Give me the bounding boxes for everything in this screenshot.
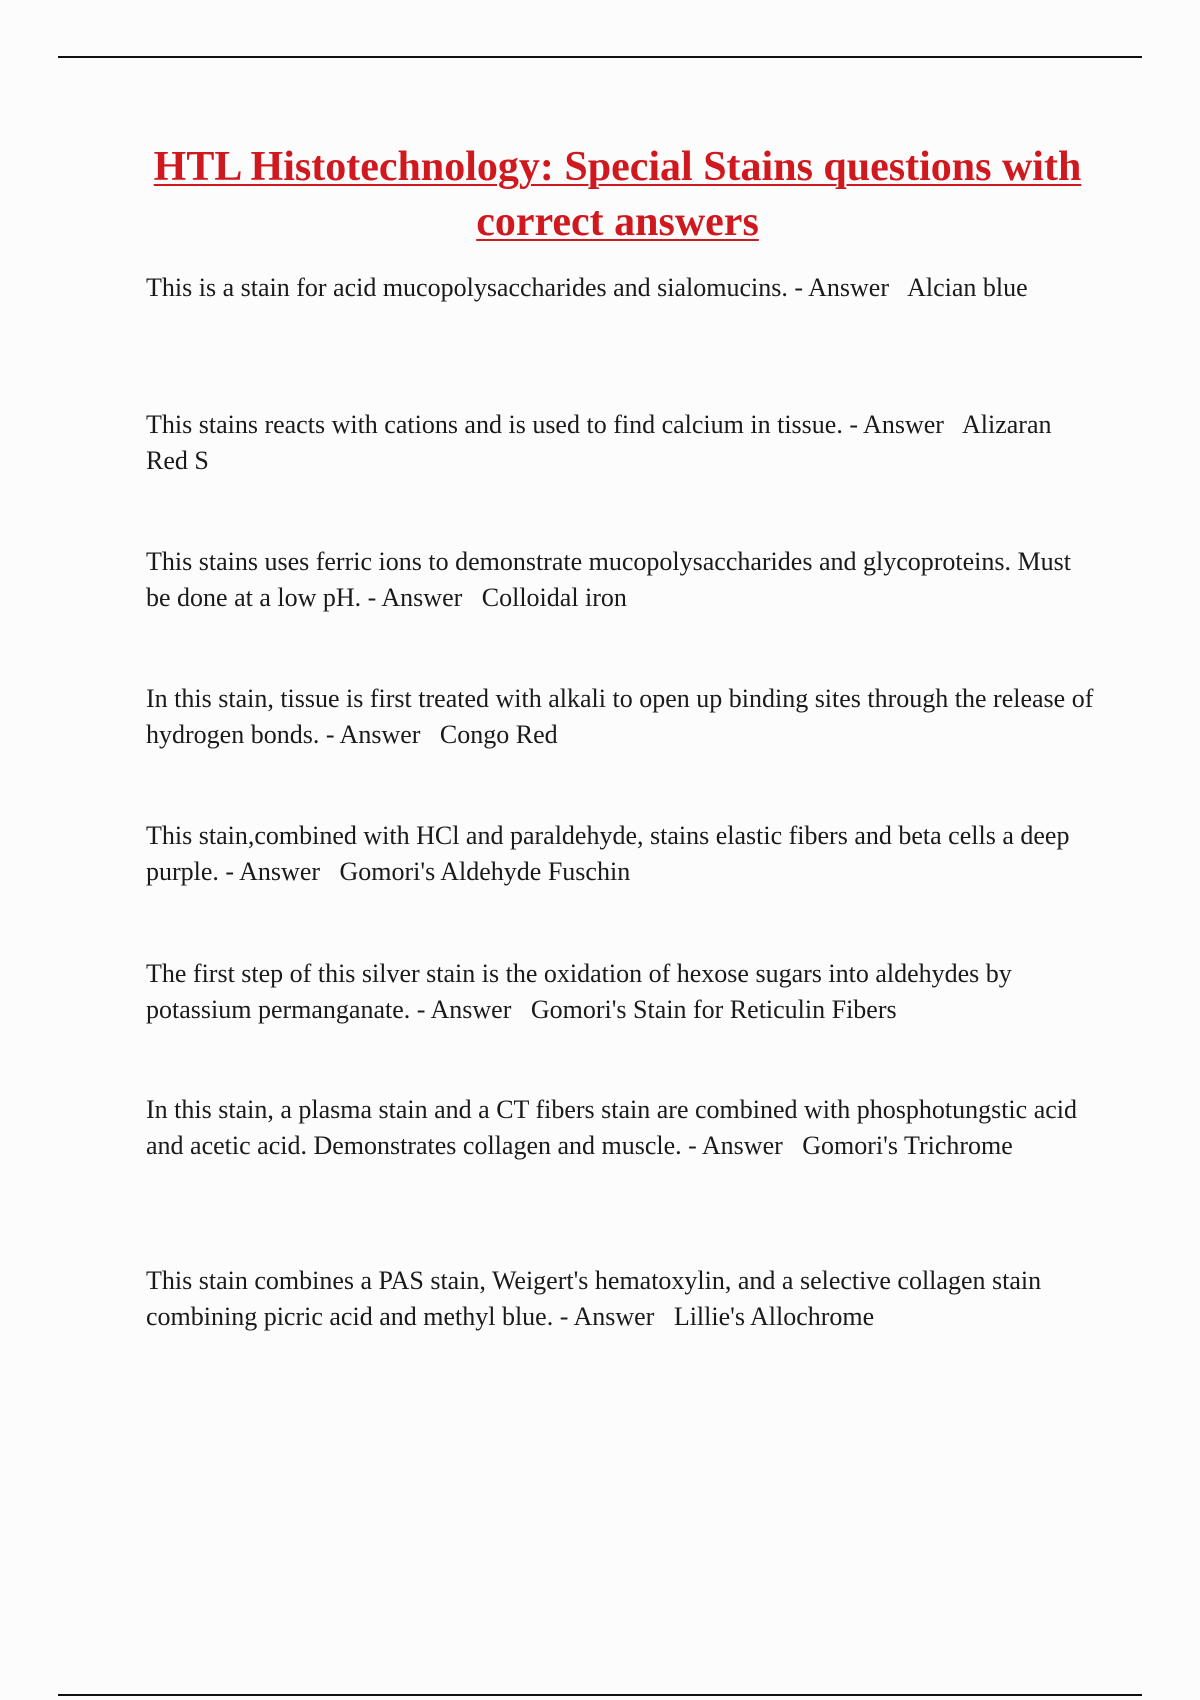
answer-text: Alcian blue [907, 273, 1028, 302]
answer-text: Alizaran Red S [146, 410, 1052, 475]
document-title: HTL Histotechnology: Special Stains questions with correct answers [153, 144, 1082, 245]
qa-item [146, 956, 1096, 1028]
question-text: The first step of this silver stain is the oxidation of hexose sugars into aldehydes by potassium permanganate. [146, 959, 1012, 1024]
answer-separator: - Answer [319, 720, 440, 749]
question-text: This is a stain for acid mucopolysaccharides and sialomucins. [146, 273, 788, 302]
question-text: This stains uses ferric ions to demonstrate mucopolysaccharides and glycoproteins. Must be done at a low pH. [146, 547, 1071, 612]
bottom-rule [58, 1694, 1142, 1696]
qa-item [146, 1092, 1096, 1164]
answer-separator: - Answer [681, 1131, 803, 1160]
answer-separator: - Answer [787, 273, 908, 302]
question-text: This stains reacts with cations and is used to find calcium in tissue. [146, 410, 843, 439]
qa-item [146, 544, 1096, 616]
answer-text: Lillie's Allochrome [673, 1302, 875, 1331]
answer-separator: - Answer [410, 995, 531, 1024]
answer-separator: - Answer [361, 583, 482, 612]
answer-separator: - Answer [553, 1302, 674, 1331]
top-rule [58, 56, 1142, 58]
answer-text: Gomori's Trichrome [802, 1131, 1013, 1160]
answer-text: Congo Red [439, 720, 558, 749]
qa-item [146, 818, 1096, 890]
qa-item [146, 407, 1096, 479]
answer-text: Colloidal iron [481, 583, 627, 612]
question-text: This stain combines a PAS stain, Weigert's hematoxylin, and a selective collagen stain combining picric acid and methyl blue. [146, 1266, 1042, 1331]
qa-item [146, 681, 1096, 753]
answer-text: Gomori's Stain for Reticulin Fibers [530, 995, 897, 1024]
answer-separator: - Answer [218, 857, 340, 886]
qa-item [146, 1263, 1096, 1335]
question-text: In this stain, a plasma stain and a CT fibers stain are combined with phosphotungstic acid and acetic acid. Demonstrates collagen and muscle. [146, 1095, 1077, 1160]
answer-text: Gomori's Aldehyde Fuschin [339, 857, 631, 886]
question-text: In this stain, tissue is first treated with alkali to open up binding sites through the release of hydrogen bonds. [146, 684, 1094, 749]
answer-separator: - Answer [842, 410, 962, 439]
qa-item [146, 270, 1096, 306]
question-text: This stain,combined with HCl and paraldehyde, stains elastic fibers and beta cells a deep purple. [146, 821, 1070, 886]
